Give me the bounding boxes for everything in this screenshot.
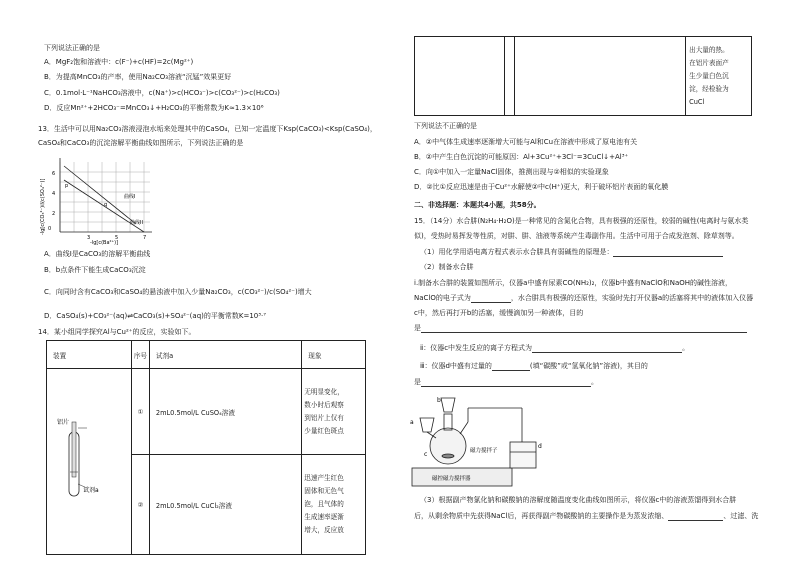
q14-option-b: B．②中产生白色沉淀的可能原因：Al+3Cu²⁺+3Cl⁻=3CuCl↓+Al³⁺ [414, 153, 629, 161]
q15-purpose-answer: 是 [414, 324, 747, 333]
device-cell [47, 369, 132, 555]
label-stir-bar: 磁力搅拌子 [470, 448, 498, 454]
label-stirrer: 磁控磁力搅拌器 [432, 476, 471, 482]
label-curve-i: 曲线I [124, 194, 136, 200]
svg-text:2: 2 [52, 211, 56, 217]
th-phenomenon: 现象 [302, 341, 366, 369]
label-a: a [410, 419, 414, 426]
q13-stem-line2: CaSO₄和CaCO₃的沉淀溶解平衡曲线如图所示，下列说法正确的是 [38, 139, 244, 147]
svg-text:5: 5 [115, 235, 119, 241]
answer-blank-5[interactable] [492, 363, 530, 371]
svg-text:6: 6 [52, 171, 56, 177]
q15-purpose-line: c中，然后再打开b的活塞，缓慢滴加另一种液体，目的 [414, 309, 584, 317]
q13-solubility-graph [40, 150, 165, 245]
section-2-heading: 二、非选择题：本题共4小题，共58分。 [414, 201, 541, 209]
q15-part1: （1）用化学用语电离方程式表示水合肼具有弱碱性的原理是： [420, 248, 723, 257]
x-axis-label: -lg[c(Ba²⁺)] [90, 240, 119, 245]
q12-option-c: C．0.1mol·L⁻¹NaHCO₃溶液中，c(Na⁺)>c(HCO₃⁻)>c(CO₃²⁻)>c(H₂CO₃) [44, 89, 280, 97]
answer-blank-6[interactable] [421, 379, 591, 387]
th-device: 装置 [47, 341, 132, 369]
q15-part3-line2: 后，从剩余物质中先获得NaCl后，再获得副产物碳酸钠的主要操作是为蒸发浓缩、 、过滤、洗 [414, 512, 759, 520]
q13-option-a: A．曲线I是CaCO₃的溶解平衡曲线 [44, 250, 151, 258]
q13-option-d: D．CaSO₄(s)+CO₃²⁻(aq)⇌CaCO₃(s)+SO₄²⁻(aq)的平衡常数K=10³·⁷ [44, 312, 267, 320]
q13-option-b: B．b点条件下能生成CaCO₃沉淀 [44, 266, 146, 274]
q15-d-purpose: 是 。 [414, 378, 598, 386]
q15-part2-title: （2）制备水合肼 [420, 263, 474, 271]
th-no: 序号 [131, 341, 149, 369]
label-aluminum-foil: 铝片 [57, 418, 70, 426]
label-q: q [104, 202, 108, 208]
q15-line1: 15．（14分）水合肼(N₂H₄·H₂O)是一种常见的含氮化合物，具有极强的还原性，较弱的碱性(电离时与氨水类 [414, 217, 749, 225]
q14-stem: 14．某小组同学探究Al与Cu²⁺的反应，实验如下。 [38, 328, 196, 336]
q12-stem: 下列说法正确的是 [44, 44, 100, 52]
funnel-a [420, 418, 434, 432]
label-b: b [437, 397, 441, 404]
svg-text:7: 7 [143, 235, 147, 241]
answer-blank-7[interactable] [668, 513, 723, 521]
y-axis-label: -lg[c(CO₃²⁻)或c(SO₄²⁻)] [40, 178, 46, 235]
label-d: d [538, 443, 542, 450]
q15-part2-iii: ⅲ：仪器d中盛有过量的 (填“碳酸”或“氢氧化钠”溶液)，其目的 [420, 362, 648, 370]
label-curve-ii: 曲线II [130, 220, 143, 226]
q14-option-c: C．向①中加入一定量NaCl固体，推测出现与②相似的实验现象 [414, 168, 609, 176]
row2-phenomenon: 迅速产生红色 固体和无色气 泡，且气体的 生成速率逐渐 增大，反应放 [302, 455, 366, 555]
q15-nacl-line: NaClO的电子式为 ，水合肼具有极强的还原性，实验时先打开仪器a的活塞将其中的液体加入仪器 [414, 294, 754, 302]
answer-blank-1[interactable] [613, 249, 723, 257]
stir-bar [442, 454, 454, 458]
answer-blank-3[interactable] [421, 325, 747, 333]
q15-part2-i: ⅰ.制备水合肼的装置如图所示，仪器a中盛有尿素CO(NH₂)₂，仪器b中盛有NaClO和NaOH的碱性溶液， [414, 279, 733, 287]
label-c: c [424, 451, 428, 458]
row1-phenomenon: 无明显变化， 数小时后观察 到铝片上仅有 少量红色斑点 [302, 369, 366, 455]
q15-part2-ii: ⅱ：仪器c中发生反应的离子方程式为 。 [420, 344, 690, 352]
beaker-d [510, 442, 536, 468]
q14-ask: 下列说法不正确的是 [414, 122, 477, 130]
answer-blank-4[interactable] [532, 345, 682, 353]
row2-reagent: 2mL0.5mol/L CuCl₂溶液 [149, 455, 301, 555]
q13-option-c: C．向同时含有CaCO₃和CaSO₄的悬浊液中加入少量Na₂CO₃，c(CO₃²⁻)/c(SO₄²⁻)增大 [44, 288, 312, 296]
q15-line2: 似)，受热时易挥发等性质，对肼、肼、油液等系统产生毒副作用。生活中可用于合成发泡剂、除草剂等。 [414, 232, 739, 240]
row1-no: ① [131, 369, 149, 455]
apparatus-diagram [404, 392, 564, 492]
q12-option-d: D．反应Mn²⁺+2HCO₃⁻=MnCO₃↓+H₂CO₃的平衡常数为K≈1.3×10⁶ [44, 104, 264, 112]
funnel-b [441, 398, 455, 412]
test-tube-diagram [47, 402, 127, 522]
svg-text:3: 3 [87, 235, 91, 241]
label-p: p [65, 183, 69, 189]
svg-text:4: 4 [52, 191, 56, 197]
row1-reagent: 2mL0.5mol/L CuSO₄溶液 [149, 369, 301, 455]
answer-blank-2[interactable] [471, 295, 511, 303]
q14-option-d: D．②比①反应迅速是由于Cu²⁺水解使②中c(H⁺)更大，利于破坏铝片表面的氧化膜 [414, 183, 669, 191]
row2-phenomenon-cont: 出大量的热。 在铝片表面产 生少量白色沉 淀，经检验为 CuCl [686, 37, 752, 116]
q12-option-a: A．MgF₂饱和溶液中：c(F⁻)+c(HF)=2c(Mg²⁺) [44, 58, 194, 66]
q14-experiment-table [46, 340, 366, 555]
label-reagent-a: 试剂a [83, 486, 99, 494]
q14-option-a: A．②中气体生成速率逐渐增大可能与Al和Cu在溶液中形成了原电池有关 [414, 138, 638, 146]
q13-stem-line1: 13．生活中可以用Na₂CO₃溶液浸泡水垢来处理其中的CaSO₄，已知一定温度下Ksp(CaCO₃)<Ksp(CaSO₄)， [38, 125, 377, 133]
q12-option-b: B．为提高MnCO₃的产率，使用Na₂CO₃溶液“沉锰”效果更好 [44, 73, 232, 81]
th-reagent: 试剂a [149, 341, 301, 369]
q15-part3-line1: （3）根据副产物氯化钠和碳酸钠的溶解度随温度变化曲线如图所示，将仪器c中的溶液蒸馏得到水合肼 [420, 496, 737, 504]
q14-table-continuation [414, 36, 752, 116]
row2-no: ② [131, 455, 149, 555]
svg-text:0: 0 [48, 226, 52, 232]
